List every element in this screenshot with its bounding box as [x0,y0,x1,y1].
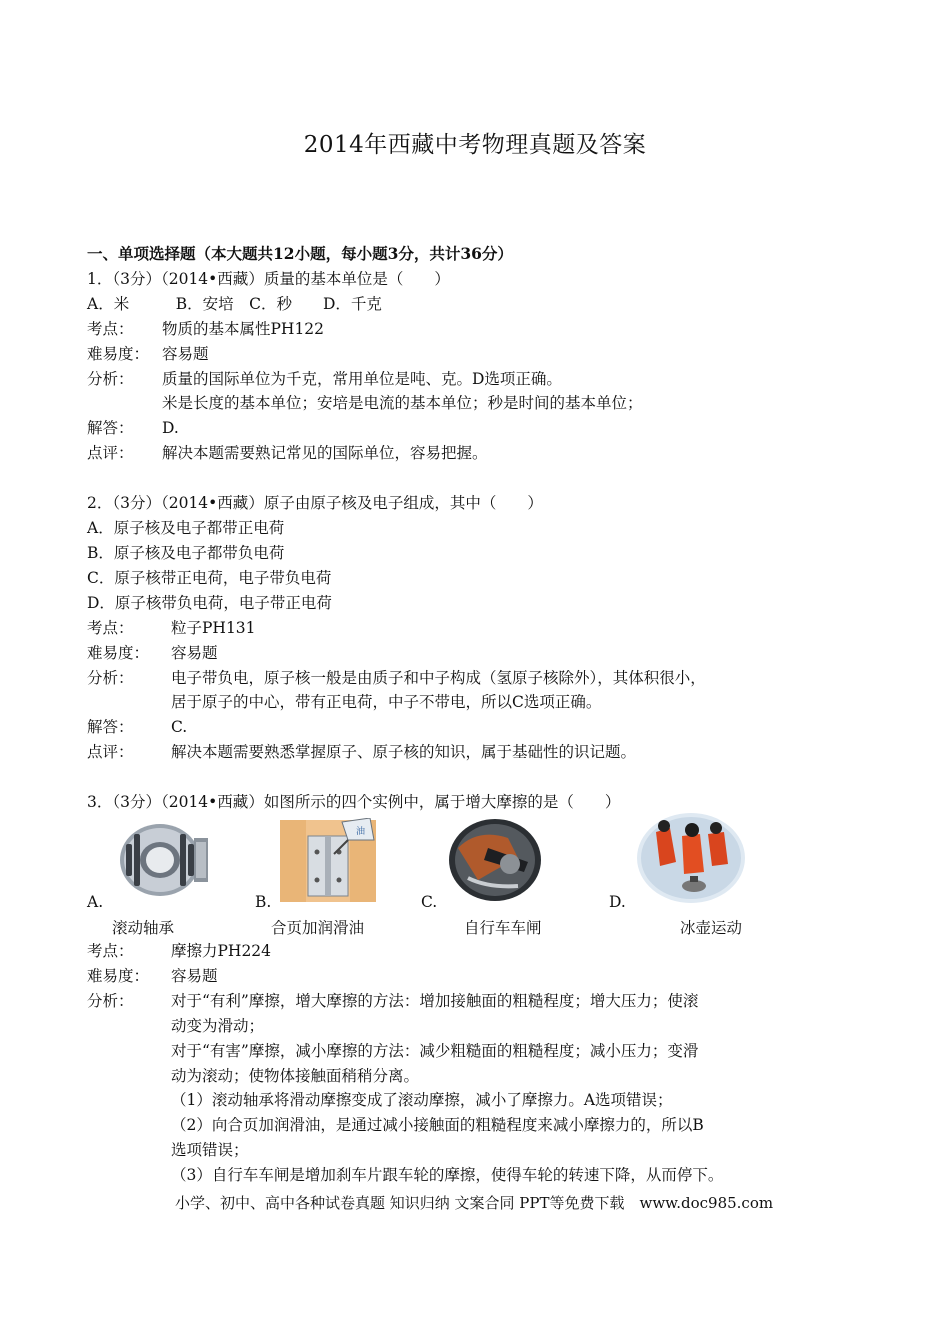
q3-fenxi-line5: （1）滚动轴承将滑动摩擦变成了滚动摩擦，减小了摩擦力。A选项错误； [171,1091,673,1109]
q2-nandu: 容易题 [171,644,218,662]
q2-dianping-label: 点评： [87,743,134,761]
q1-nandu: 容易题 [162,345,209,363]
q2-fenxi-label: 分析： [87,669,134,687]
q1-dianping: 解决本题需要熟记常见的国际单位，容易把握。 [162,444,488,462]
q3-caption-c: 自行车车闸 [464,919,542,937]
q1-stem: 1．（3分）（2014•西藏）质量的基本单位是（ ） [87,270,450,288]
q2-kaodian: 粒子PH131 [171,619,256,637]
q3-letter-b: B. [255,893,272,911]
q3-fenxi-line2: 动变为滑动； [171,1017,265,1035]
q3-fenxi-label: 分析： [87,992,134,1010]
q3-letter-d: D. [609,893,626,911]
q2-fenxi-line1: 电子带负电，原子核一般是由质子和中子构成（氢原子核除外），其体积很小， [171,669,706,687]
q2-jieda: C. [171,718,188,736]
q3-letter-c: C. [421,893,438,911]
q1-fenxi-label: 分析： [87,370,134,388]
section-heading: 一、单项选择题（本大题共12小题，每小题3分，共计36分） [87,244,513,263]
q1-jieda: D. [162,419,179,437]
q1-dianping-label: 点评： [87,444,134,462]
q3-fenxi-line1: 对于“有利”摩擦，增大摩擦的方法：增加接触面的粗糙程度；增大压力；使滚 [171,992,699,1010]
footer-note: 小学、初中、高中各种试卷真题 知识归纳 文案合同 PPT等免费下载 www.doc985.com [175,1194,774,1212]
q1-nandu-label: 难易度： [87,345,150,363]
q3-letter-a: A. [87,893,104,911]
q3-nandu: 容易题 [171,967,218,985]
q2-nandu-label: 难易度： [87,644,150,662]
q1-kaodian-label: 考点： [87,320,134,338]
q3-fenxi-line3: 对于“有害”摩擦，减小摩擦的方法：减少粗糙面的粗糙程度；减小压力；变滑 [171,1042,699,1060]
q2-option-a: A．原子核及电子都带正电荷 [87,519,285,537]
svg-text:油: 油 [356,827,366,837]
q3-fenxi-line7: 选项错误； [171,1141,249,1159]
q3-caption-a: 滚动轴承 [112,919,175,937]
q1-kaodian: 物质的基本属性PH122 [162,320,325,338]
q3-caption-b: 合页加润滑油 [271,919,365,937]
q3-stem: 3．（3分）（2014•西藏）如图所示的四个实例中，属于增大摩擦的是（ ） [87,793,621,811]
q2-jieda-label: 解答： [87,718,134,736]
bicycle-brake-image [448,818,542,902]
q2-kaodian-label: 考点： [87,619,134,637]
q3-kaodian-label: 考点： [87,942,134,960]
q2-stem: 2．（3分）（2014•西藏）原子由原子核及电子组成，其中（ ） [87,494,543,512]
q2-option-c: C．原子核带正电荷，电子带负电荷 [87,569,332,587]
q3-fenxi-line6: （2）向合页加润滑油，是通过减小接触面的粗糙程度来减小摩擦力的，所以B [171,1116,704,1134]
q3-kaodian: 摩擦力PH224 [171,942,272,960]
q2-dianping: 解决本题需要熟悉掌握原子、原子核的知识，属于基础性的识记题。 [171,743,637,761]
curling-image [636,812,746,904]
q3-fenxi-line8: （3）自行车车闸是增加刹车片跟车轮的摩擦，使得车轮的转速下降，从而停下。 [171,1166,724,1184]
q1-options: A．米 B．安培 C．秒 D．千克 [87,295,382,313]
roller-bearing-image [112,818,212,902]
q3-fenxi-line4: 动为滚动；使物体接触面稍稍分离。 [171,1067,420,1085]
q2-option-b: B．原子核及电子都带负电荷 [87,544,285,562]
hinge-oil-image [278,818,378,904]
q2-option-d: D．原子核带负电荷，电子带正电荷 [87,594,332,612]
q1-jieda-label: 解答： [87,419,134,437]
q2-fenxi-line2: 居于原子的中心，带有正电荷，中子不带电，所以C选项正确。 [171,693,602,711]
q1-fenxi-line1: 质量的国际单位为千克，常用单位是吨、克。D选项正确。 [162,370,562,388]
q1-fenxi-line2: 米是长度的基本单位；安培是电流的基本单位；秒是时间的基本单位； [162,394,643,412]
q3-caption-d: 冰壶运动 [680,919,743,937]
page-title: 2014年西藏中考物理真题及答案 [303,132,647,158]
q3-nandu-label: 难易度： [87,967,150,985]
